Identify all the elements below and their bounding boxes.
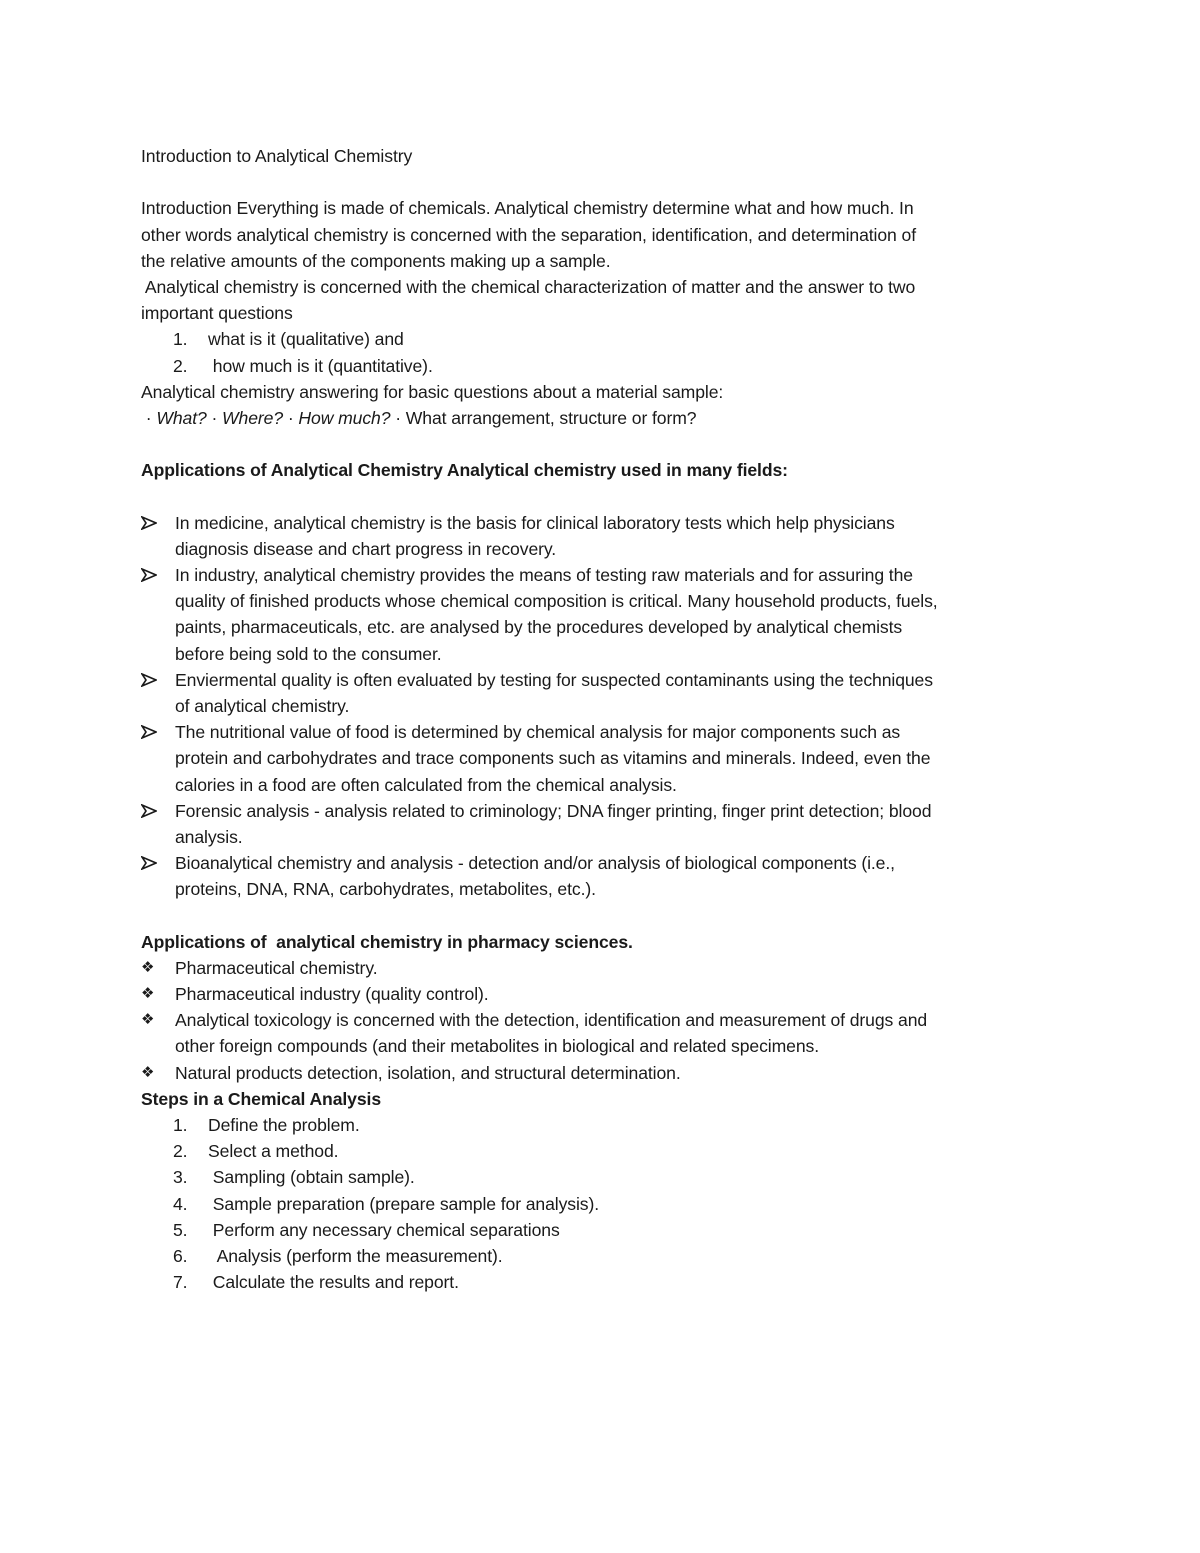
question-text: what is it (qualitative) and — [208, 329, 404, 350]
arrow-bullet-icon — [141, 850, 175, 876]
middle-dot: · — [206, 407, 223, 428]
list-item-continuation: diagnosis disease and chart progress in recovery. — [175, 538, 557, 559]
list-item — [141, 981, 1061, 1007]
list-item-text: In industry, analytical chemistry provides the means of testing raw materials and for assuring the — [175, 565, 913, 585]
list-number: 3. — [173, 1167, 188, 1188]
list-item-text: Pharmaceutical chemistry. — [175, 957, 378, 978]
list-item-continuation: paints, pharmaceuticals, etc. are analysed by the procedures developed by analytical chemists — [175, 617, 903, 638]
list-number: 1. — [173, 329, 188, 350]
arrow-bullet-icon — [141, 510, 175, 536]
question-item — [141, 326, 1061, 352]
spacer — [141, 431, 1061, 457]
step-item — [141, 1112, 1061, 1138]
list-item — [141, 562, 1061, 588]
list-item-continuation: calories in a food are often calculated from the chemical analysis. — [175, 774, 677, 795]
pharmacy-list — [141, 955, 1061, 1086]
list-number: 4. — [173, 1193, 188, 1214]
list-number: 1. — [173, 1114, 188, 1135]
list-item-text: Bioanalytical chemistry and analysis - detection and/or analysis of biological components (i.e., — [175, 853, 895, 874]
spacer — [141, 169, 1061, 195]
list-item-continuation: of analytical chemistry. — [175, 695, 350, 716]
list-number: 2. — [173, 355, 188, 376]
four-diamond-bullet-icon: ❖ — [141, 1063, 155, 1081]
list-item-text: Natural products detection, isolation, and structural determination. — [175, 1062, 681, 1083]
intro-line: the relative amounts of the components making up a sample. — [141, 250, 611, 271]
middle-dot: · — [141, 407, 157, 428]
basic-questions-line: Analytical chemistry answering for basic questions about a material sample: — [141, 381, 724, 402]
list-item — [141, 1007, 1061, 1033]
question-text: how much is it (quantitative). — [208, 355, 433, 376]
intro-paragraph — [141, 195, 1061, 326]
step-text: Define the problem. — [208, 1114, 360, 1135]
spacer — [141, 483, 1061, 509]
step-item — [141, 1164, 1061, 1190]
step-text: Analysis (perform the measurement). — [208, 1245, 503, 1266]
list-item-continuation: quality of finished products whose chemical composition is critical. Many household products, fuels, — [175, 591, 938, 612]
document-title: Introduction to Analytical Chemistry — [141, 146, 413, 166]
list-number: 2. — [173, 1141, 188, 1162]
arrow-bullet-icon — [141, 667, 175, 693]
four-diamond-bullet-icon: ❖ — [141, 958, 155, 976]
applications-list — [141, 510, 1061, 903]
list-item-text: Enviermental quality is often evaluated by testing for suspected contaminants using the techniques — [175, 669, 933, 690]
arrow-bullet-icon — [141, 562, 175, 588]
four-diamond-bullet-icon: ❖ — [141, 1011, 155, 1029]
list-item-continuation: before being sold to the consumer. — [175, 643, 442, 664]
question-where: Where? — [222, 407, 284, 428]
list-item — [141, 798, 1061, 824]
list-number: 5. — [173, 1219, 188, 1240]
pharmacy-heading: Applications of analytical chemistry in pharmacy sciences. — [141, 931, 633, 952]
question-how-much: How much? — [298, 407, 391, 428]
list-item — [141, 850, 1061, 876]
list-item — [141, 510, 1061, 536]
list-item — [141, 667, 1061, 693]
list-item-continuation: other foreign compounds (and their metabolites in biological and related specimens. — [175, 1036, 820, 1057]
basic-questions-items — [141, 405, 1061, 431]
steps-heading: Steps in a Chemical Analysis — [141, 1088, 382, 1109]
step-text: Sampling (obtain sample). — [208, 1167, 415, 1188]
list-item-continuation: protein and carbohydrates and trace components such as vitamins and minerals. Indeed, even the — [175, 748, 931, 769]
list-item — [141, 1060, 1061, 1086]
middle-dot: · — [390, 407, 406, 428]
list-item-text: The nutritional value of food is determined by chemical analysis for major components such as — [175, 722, 901, 743]
applications-heading: Applications of Analytical Chemistry Analytical chemistry used in many fields: — [141, 460, 788, 481]
question-item — [141, 353, 1061, 379]
step-item — [141, 1217, 1061, 1243]
intro-line: important questions — [141, 303, 293, 324]
document-page — [141, 143, 1061, 1295]
step-text: Perform any necessary chemical separations — [208, 1219, 560, 1240]
step-text: Calculate the results and report. — [208, 1272, 459, 1293]
intro-line: other words analytical chemistry is concerned with the separation, identification, and determination of — [141, 224, 916, 245]
list-item — [141, 955, 1061, 981]
list-number: 6. — [173, 1245, 188, 1266]
steps-list — [141, 1112, 1061, 1295]
questions-list — [141, 326, 1061, 378]
step-item — [141, 1269, 1061, 1295]
arrow-bullet-icon — [141, 719, 175, 745]
four-diamond-bullet-icon: ❖ — [141, 985, 155, 1002]
list-item-text: In medicine, analytical chemistry is the basis for clinical laboratory tests which help physicians — [175, 512, 895, 533]
question-arrangement: What arrangement, structure or form? — [405, 407, 697, 428]
middle-dot: · — [283, 407, 299, 428]
list-item-continuation: proteins, DNA, RNA, carbohydrates, metabolites, etc.). — [175, 879, 596, 900]
step-item — [141, 1191, 1061, 1217]
step-text: Select a method. — [208, 1141, 339, 1162]
spacer — [141, 902, 1061, 928]
question-what: What? — [156, 407, 207, 428]
step-item — [141, 1243, 1061, 1269]
list-item-text: Forensic analysis - analysis related to criminology; DNA finger printing, finger print detection; blood — [175, 800, 932, 821]
intro-line: Introduction Everything is made of chemicals. Analytical chemistry determine what and how much. In — [141, 198, 914, 219]
step-item — [141, 1138, 1061, 1164]
intro-line: Analytical chemistry is concerned with the chemical characterization of matter and the answer to two — [141, 276, 916, 297]
arrow-bullet-icon — [141, 798, 175, 824]
list-item — [141, 719, 1061, 745]
list-item-continuation: analysis. — [175, 826, 243, 847]
list-number: 7. — [173, 1272, 188, 1293]
list-item-text: Pharmaceutical industry (quality control). — [175, 984, 489, 1004]
step-text: Sample preparation (prepare sample for analysis). — [208, 1193, 600, 1214]
list-item-text: Analytical toxicology is concerned with the detection, identification and measurement of drugs and — [175, 1010, 928, 1031]
